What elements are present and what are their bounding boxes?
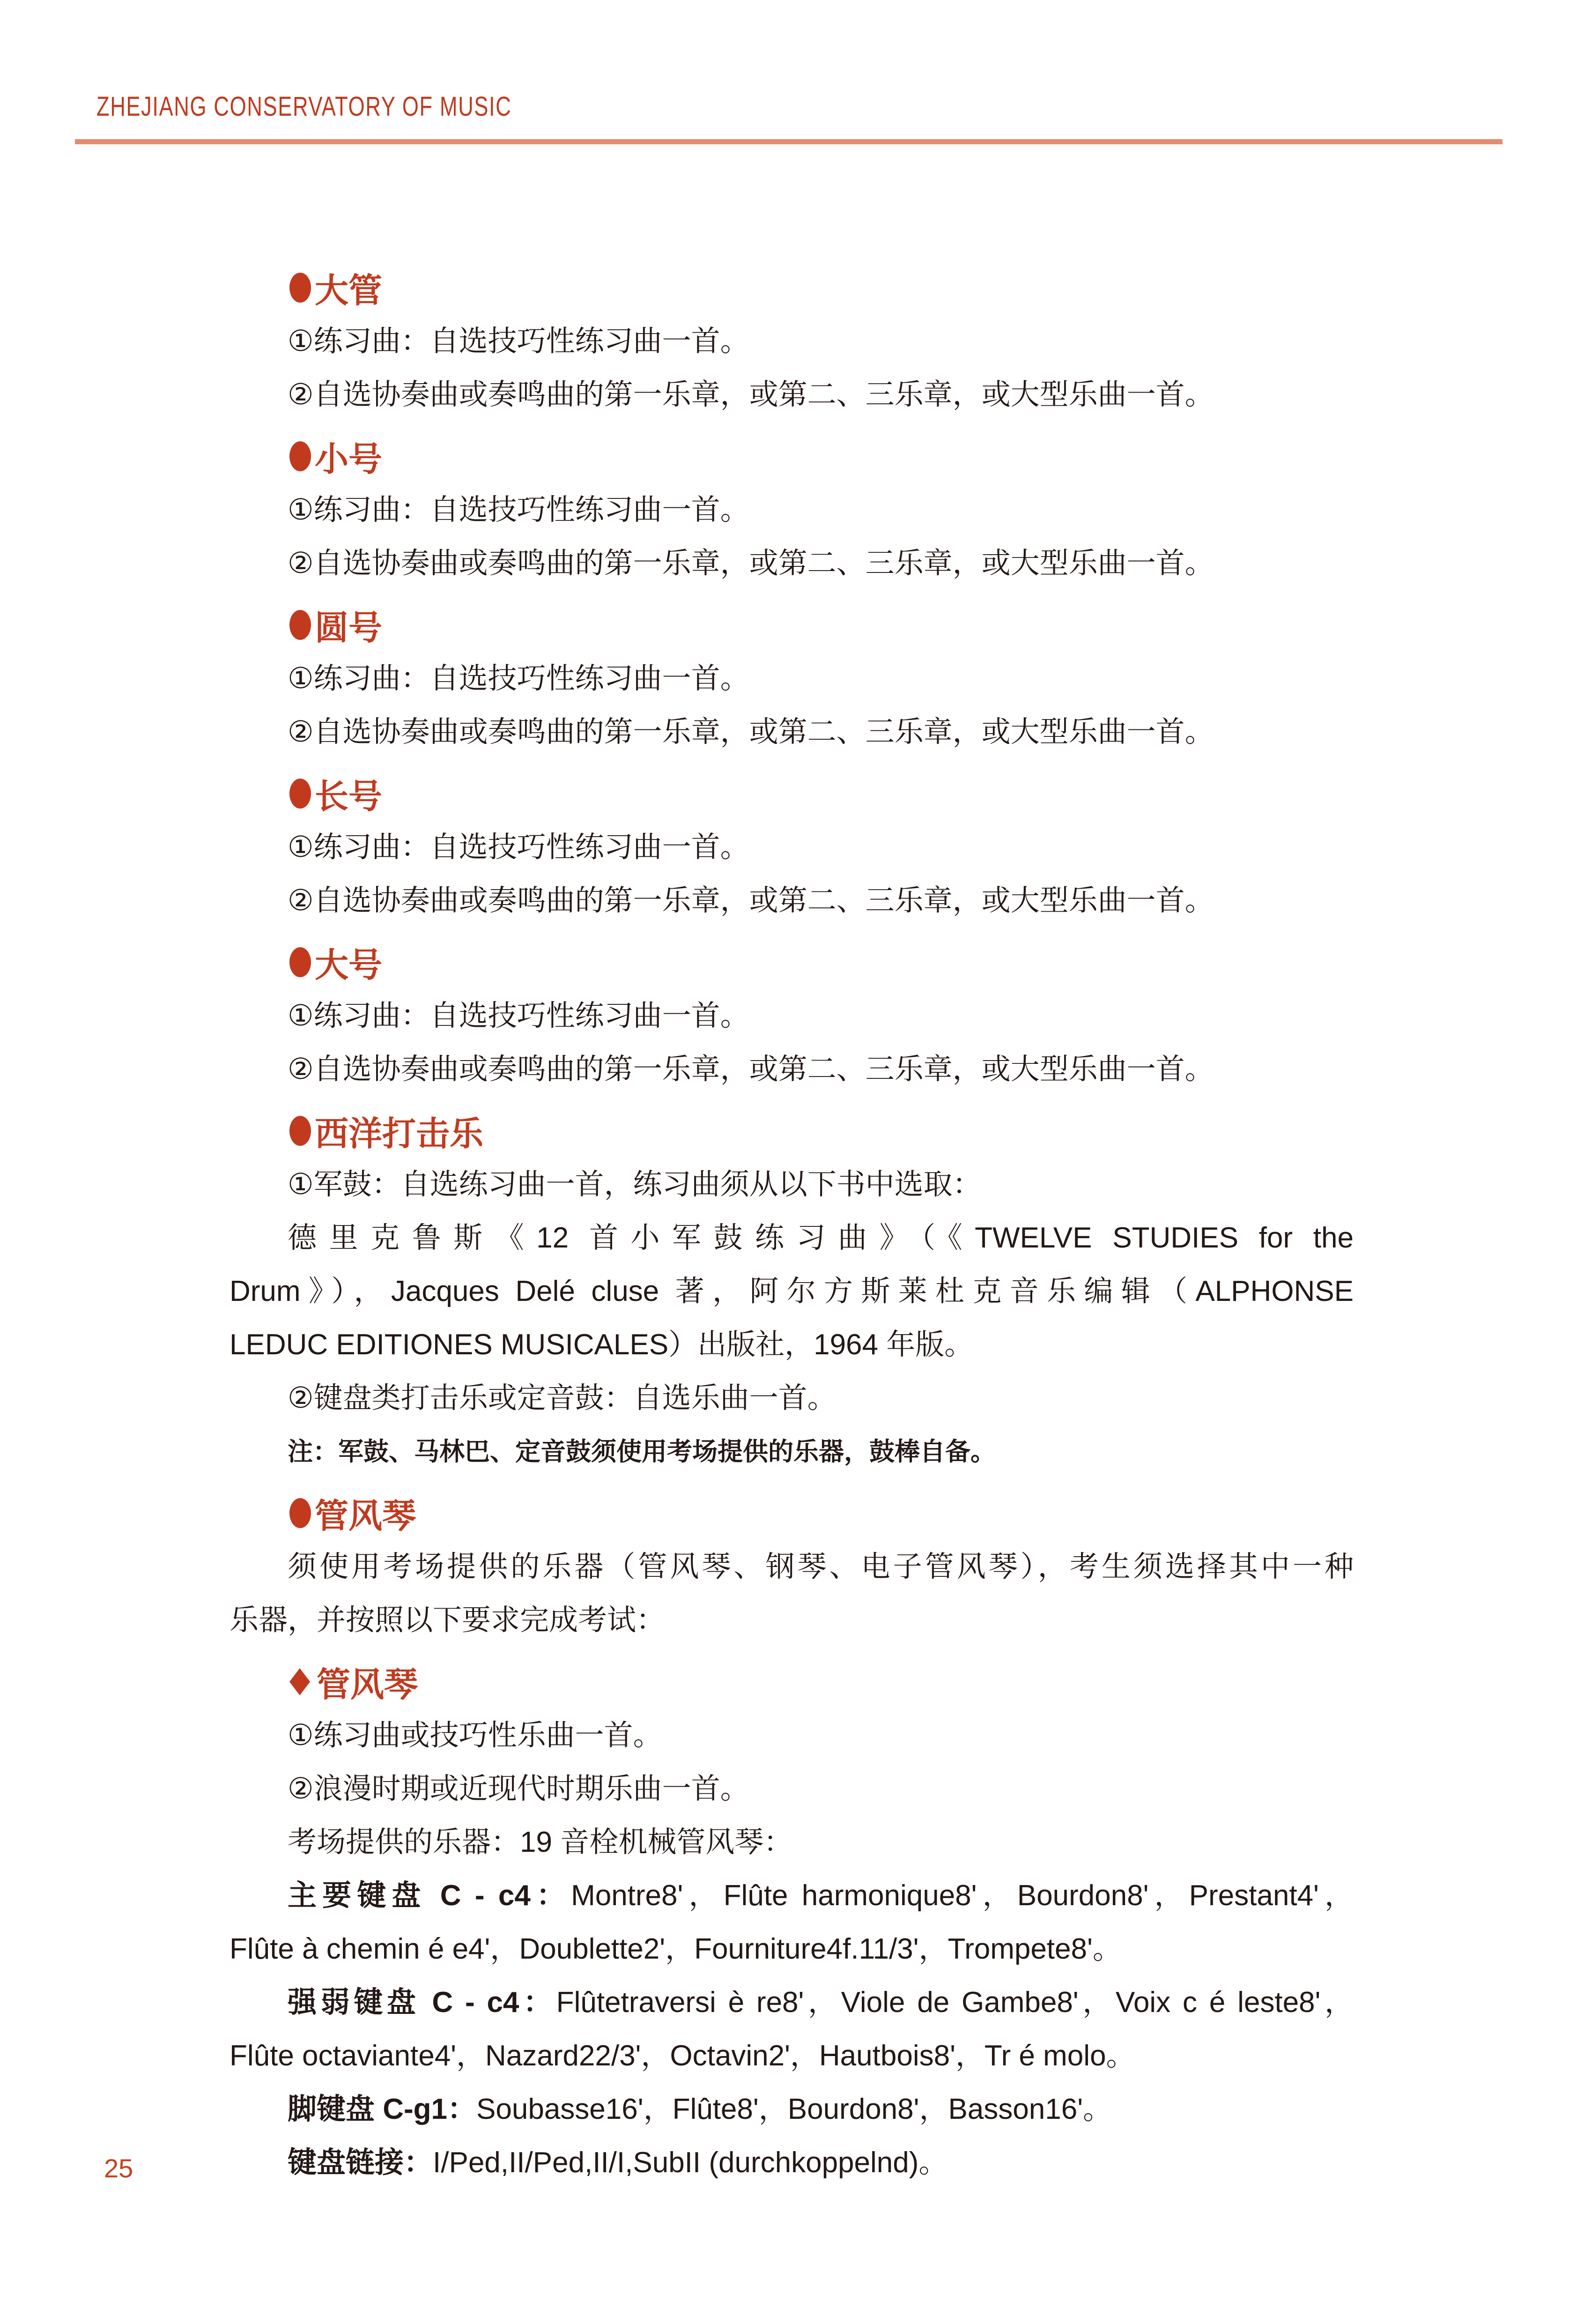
section-heading-label: 管风琴 <box>315 1498 416 1535</box>
circle-bullet-icon <box>289 947 311 977</box>
circle-bullet-icon <box>289 441 311 471</box>
text-line: ②浪漫时期或近现代时期乐曲一首。 <box>288 1773 749 1805</box>
text-line <box>230 2083 1354 2136</box>
section-heading <box>289 771 1354 816</box>
text-line: ①练习曲：自选技巧性练习曲一首。 <box>288 1000 749 1032</box>
text-line: ①练习曲：自选技巧性练习曲一首。 <box>288 494 749 526</box>
text-line: Drum》），Jacques Delé cluse 著，阿尔方斯莱杜克音乐编辑（ALPHONSE <box>230 1275 1354 1307</box>
text-line: ①练习曲：自选技巧性练习曲一首。 <box>288 325 749 357</box>
text-line <box>230 2136 1354 2190</box>
line-text: I/Ped,II/Ped,II/I,SubII (durchkoppelnd)。 <box>433 2146 948 2179</box>
text-line: ②自选协奏曲或奏鸣曲的第一乐章，或第二、三乐章，或大型乐曲一首。 <box>288 716 1214 748</box>
section-heading-label: 大管 <box>315 272 383 310</box>
text-line: ②自选协奏曲或奏鸣曲的第一乐章，或第二、三乐章，或大型乐曲一首。 <box>288 1053 1214 1085</box>
line-text: Soubasse16'，Flûte8'，Bourdon8'，Basson16'。 <box>476 2093 1112 2125</box>
text-line <box>230 1869 1354 1923</box>
section-heading <box>289 1491 1354 1536</box>
text-line: Flûte à chemin é e4'，Doublette2'，Fourniture4f.11/3'，Trompete8'。 <box>230 1933 1122 1965</box>
line-text: Flûtetraversi è re8'，Viole de Gambe8'，Voix c é leste8'， <box>556 1986 1354 2019</box>
line-bold-label: 键盘链接： <box>288 2146 433 2179</box>
section-heading-label: 管风琴 <box>317 1666 418 1704</box>
page-header-title: ZHEJIANG CONSERVATORY OF MUSIC <box>96 91 512 122</box>
circle-bullet-icon <box>289 610 311 640</box>
page-number: 25 <box>104 2153 133 2183</box>
section-heading <box>289 940 1354 985</box>
section-heading-label: 西洋打击乐 <box>315 1115 484 1153</box>
line-text: Montre8'，Flûte harmonique8'，Bourdon8'，Prestant4'， <box>571 1879 1354 1912</box>
text-line: 乐器，并按照以下要求完成考试： <box>230 1604 666 1636</box>
text-line: LEDUC EDITIONES MUSICALES）出版社，1964 年版。 <box>230 1329 974 1361</box>
text-line: 德里克鲁斯《12 首小军鼓练习曲》（《TWELVE STUDIES for the <box>288 1222 1354 1254</box>
document-body <box>230 253 1354 2190</box>
header-rule-divider <box>75 139 1503 144</box>
section-heading-label: 小号 <box>315 441 383 478</box>
section-heading-label: 大号 <box>315 947 383 984</box>
text-line: ②自选协奏曲或奏鸣曲的第一乐章，或第二、三乐章，或大型乐曲一首。 <box>288 884 1214 917</box>
section-heading <box>289 265 1354 310</box>
section-heading-label: 圆号 <box>315 609 383 647</box>
circle-bullet-icon <box>289 779 311 809</box>
line-bold-label: 主要键盘 C - c4： <box>288 1879 571 1912</box>
section-heading <box>289 1659 1354 1704</box>
section-heading <box>289 602 1354 647</box>
text-line: ②自选协奏曲或奏鸣曲的第一乐章，或第二、三乐章，或大型乐曲一首。 <box>288 379 1214 411</box>
line-bold-label: 强弱键盘 C - c4： <box>288 1986 556 2019</box>
text-line: 须使用考场提供的乐器（管风琴、钢琴、电子管风琴），考生须选择其中一种 <box>288 1551 1354 1583</box>
text-line: ①练习曲：自选技巧性练习曲一首。 <box>288 831 749 863</box>
text-line: 考场提供的乐器：19 音栓机械管风琴： <box>288 1826 793 1858</box>
text-line: ②自选协奏曲或奏鸣曲的第一乐章，或第二、三乐章，或大型乐曲一首。 <box>288 547 1214 579</box>
text-line <box>230 1976 1354 2029</box>
text-line: ②键盘类打击乐或定音鼓：自选乐曲一首。 <box>288 1382 837 1414</box>
text-line: ①军鼓：自选练习曲一首，练习曲须从以下书中选取： <box>288 1168 982 1201</box>
diamond-bullet-icon <box>289 1668 310 1695</box>
text-line: ①练习曲或技巧性乐曲一首。 <box>288 1719 662 1752</box>
line-bold-label: 脚键盘 C-g1： <box>288 2093 477 2125</box>
circle-bullet-icon <box>289 273 311 303</box>
circle-bullet-icon <box>289 1116 311 1146</box>
section-heading-label: 长号 <box>315 778 383 816</box>
text-line: Flûte octaviante4'，Nazard22/3'，Octavin2'，Hautbois8'，Tr é molo。 <box>230 2040 1135 2072</box>
circle-bullet-icon <box>289 1498 311 1528</box>
section-heading <box>289 1108 1354 1153</box>
note-line: 注：军鼓、马林巴、定音鼓须使用考场提供的乐器，鼓棒自备。 <box>288 1438 996 1466</box>
text-line: ①练习曲：自选技巧性练习曲一首。 <box>288 662 749 695</box>
section-heading <box>289 434 1354 479</box>
